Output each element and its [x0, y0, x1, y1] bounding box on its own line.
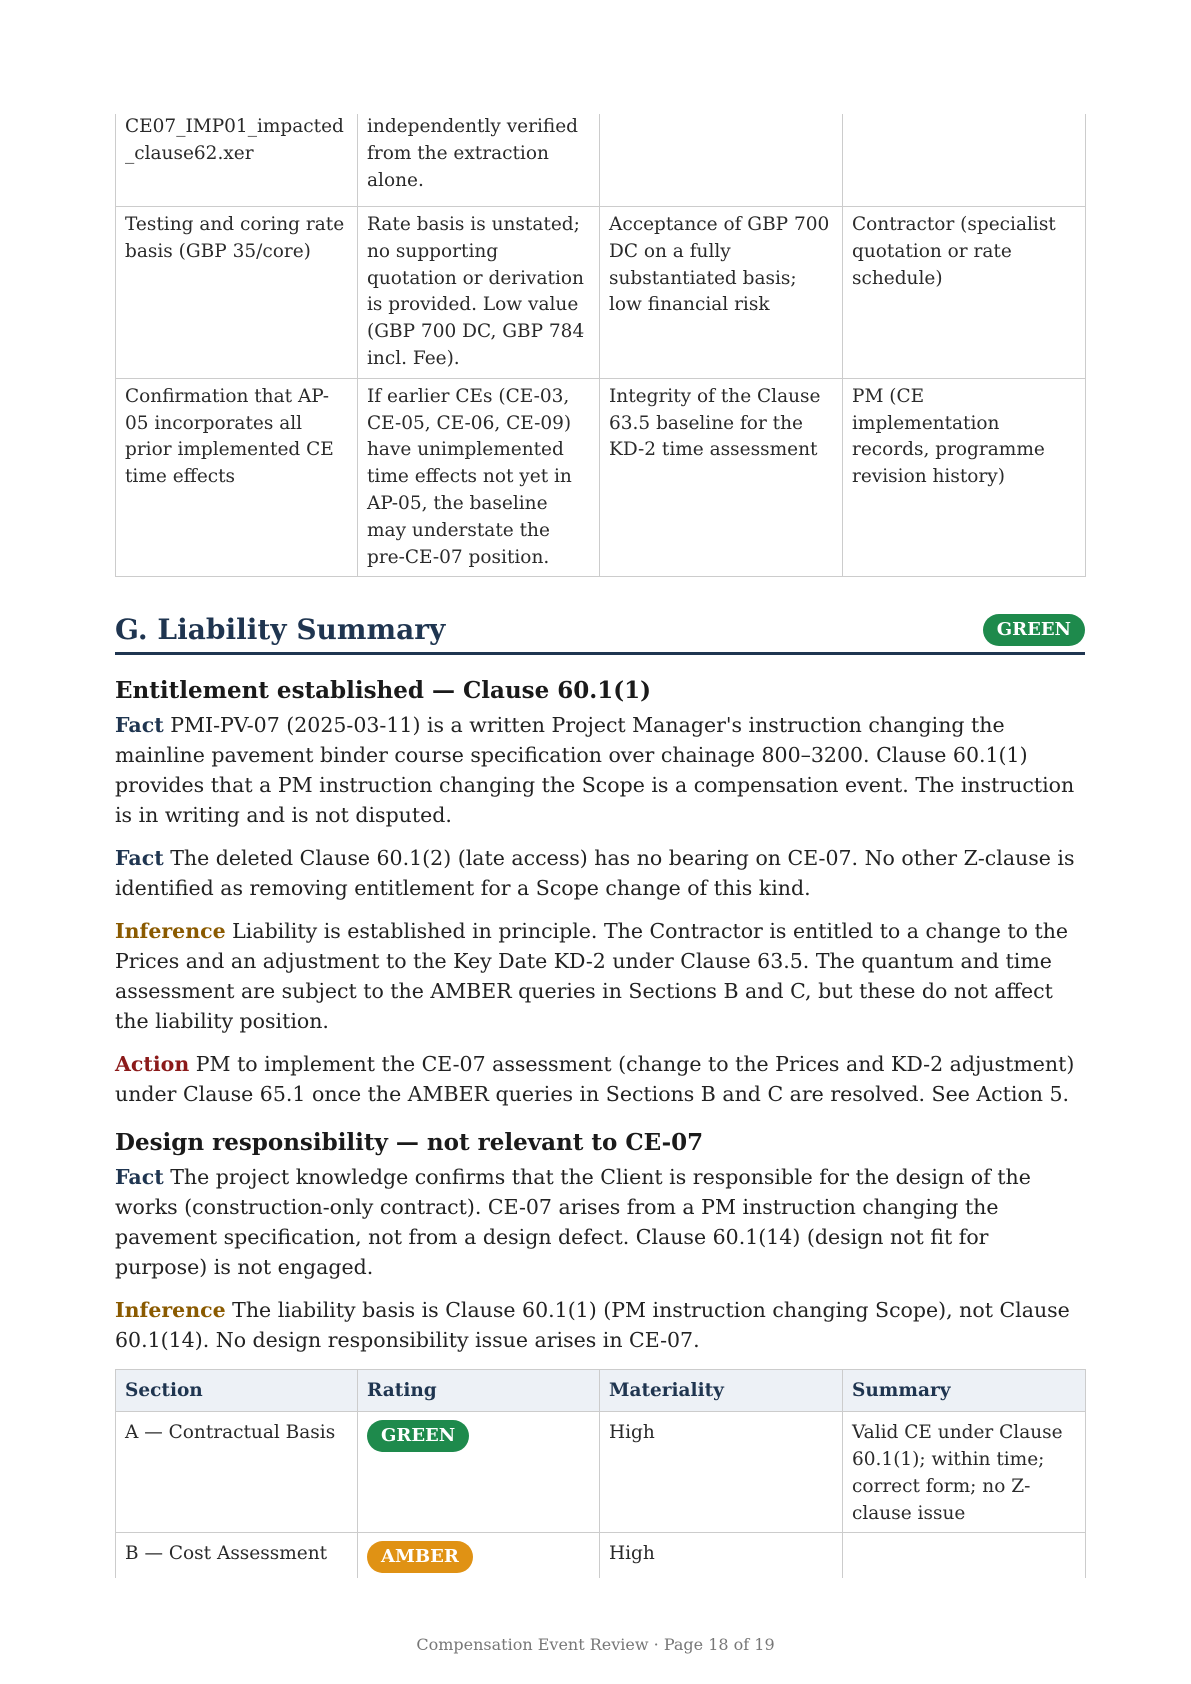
- paragraph-text: The project knowledge confirms that the Client is responsible for the design of the works (construction-only contract). CE-07 arises from a PM instruction changing the pavement specification, not from a design defect. Clause 60.1(14) (design not fit for purpose) is not engaged.: [115, 1165, 1031, 1280]
- table-row: [116, 378, 1086, 577]
- table-cell: Acceptance of GBP 700 DC on a fully substantiated basis; low financial risk: [600, 207, 843, 379]
- paragraph-text: PM to implement the CE-07 assessment (change to the Prices and KD-2 adjustment) under Clause 65.1 once the AMBER queries in Sections B and C are resolved. See Action 5.: [115, 1052, 1075, 1107]
- rating-badge: GREEN: [983, 614, 1085, 646]
- inference-label: Inference: [115, 919, 226, 944]
- paragraph-text: The deleted Clause 60.1(2) (late access) has no bearing on CE-07. No other Z-clause is identified as removing entitlement for a Scope change of this kind.: [115, 846, 1075, 901]
- column-header: Rating: [358, 1370, 600, 1412]
- table-cell: Valid CE under Clause 60.1(1); within time; correct form; no Z-clause issue: [843, 1412, 1086, 1533]
- paragraph: [115, 843, 1085, 903]
- table-cell: Testing and coring rate basis (GBP 35/core): [116, 207, 358, 379]
- fact-label: Fact: [115, 846, 164, 871]
- page-content: [115, 114, 1085, 1578]
- paragraph-text: Liability is established in principle. The Contractor is entitled to a change to the Prices and an adjustment to the Key Date KD-2 under Clause 63.5. The quantum and time assessment are subject to the AMBER queries in Sections B and C, but these do not affect the liability position.: [115, 919, 1069, 1034]
- table-cell: independently verified from the extraction alone.: [358, 114, 600, 207]
- table-row: [116, 1412, 1086, 1533]
- subheading: Entitlement established — Clause 60.1(1): [115, 677, 652, 705]
- table-cell: CE07_IMP01_impacted _clause62.xer: [116, 114, 358, 207]
- table-cell: [600, 114, 843, 207]
- page-footer: Compensation Event Review · Page 18 of 19: [416, 1635, 775, 1654]
- table-cell: Rate basis is unstated; no supporting quotation or derivation is provided. Low value (GBP 700 DC, GBP 784 incl. Fee).: [358, 207, 600, 379]
- table-cell: If earlier CEs (CE-03, CE-05, CE-06, CE-09) have unimplemented time effects not yet in AP-05, the baseline may understate the pre-CE-07 position.: [358, 378, 600, 577]
- action-label: Action: [115, 1052, 190, 1077]
- subheading: Design responsibility — not relevant to CE-07: [115, 1129, 704, 1157]
- paragraph-text: The liability basis is Clause 60.1(1) (PM instruction changing Scope), not Clause 60.1(14). No design responsibility issue arises in CE-07.: [115, 1298, 1070, 1353]
- table-cell: B — Cost Assessment: [116, 1533, 358, 1579]
- column-header: Summary: [843, 1370, 1086, 1412]
- table-cell: [843, 1533, 1086, 1579]
- fact-label: Fact: [115, 1165, 164, 1190]
- paragraph: [115, 1295, 1085, 1355]
- paragraph: [115, 710, 1085, 830]
- risk-table: [115, 114, 1086, 577]
- fact-label: Fact: [115, 713, 164, 738]
- table-cell: Confirmation that AP-05 incorporates all prior implemented CE time effects: [116, 378, 358, 577]
- paragraph: [115, 1162, 1085, 1282]
- summary-table: [115, 1369, 1086, 1578]
- paragraph-text: PMI-PV-07 (2025-03-11) is a written Project Manager's instruction changing the mainline pavement binder course specification over chainage 800–3200. Clause 60.1(1) provides that a PM instruction changing the Scope is a compensation event. The instruction is in writing and is not disputed.: [115, 713, 1075, 828]
- table-cell: [843, 114, 1086, 207]
- rating-badge: GREEN: [367, 1420, 469, 1452]
- table-cell: High: [600, 1533, 843, 1579]
- table-cell: Integrity of the Clause 63.5 baseline for the KD-2 time assessment: [600, 378, 843, 577]
- table-cell: PM (CE implementation records, programme revision history): [843, 378, 1086, 577]
- table-row: [116, 114, 1086, 207]
- section-header: [115, 613, 1085, 655]
- table-cell: Contractor (specialist quotation or rate schedule): [843, 207, 1086, 379]
- table-row: [116, 207, 1086, 379]
- table-cell: [358, 1533, 600, 1579]
- section-title: G. Liability Summary: [115, 613, 446, 647]
- table-cell: [358, 1412, 600, 1533]
- table-cell: High: [600, 1412, 843, 1533]
- paragraph: [115, 916, 1085, 1036]
- rating-badge: AMBER: [367, 1541, 473, 1573]
- column-header: Section: [116, 1370, 358, 1412]
- paragraph: [115, 1049, 1085, 1109]
- table-row: [116, 1533, 1086, 1579]
- table-header-row: [116, 1370, 1086, 1412]
- table-cell: A — Contractual Basis: [116, 1412, 358, 1533]
- column-header: Materiality: [600, 1370, 843, 1412]
- inference-label: Inference: [115, 1298, 226, 1323]
